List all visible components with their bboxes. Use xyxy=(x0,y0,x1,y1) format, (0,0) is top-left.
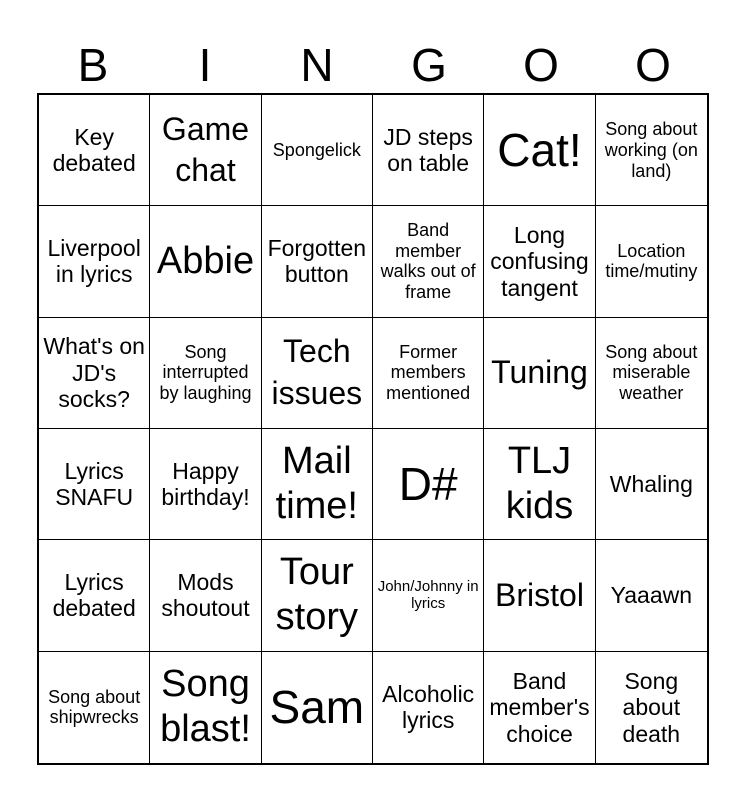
bingo-cell[interactable]: D# xyxy=(373,429,484,540)
bingo-cell[interactable]: Sam xyxy=(262,652,373,763)
bingo-cell[interactable]: Song blast! xyxy=(150,652,261,763)
bingo-cell[interactable]: Former members mentioned xyxy=(373,318,484,429)
bingo-cell[interactable]: Spongelick xyxy=(262,95,373,206)
bingo-cell[interactable]: Alcoholic lyrics xyxy=(373,652,484,763)
bingo-cell[interactable]: Whaling xyxy=(596,429,707,540)
bingo-cell[interactable]: Tech issues xyxy=(262,318,373,429)
bingo-cell[interactable]: Abbie xyxy=(150,206,261,317)
bingo-cell[interactable]: Tuning xyxy=(484,318,595,429)
bingo-board xyxy=(37,93,709,765)
bingo-cell[interactable]: Band member walks out of frame xyxy=(373,206,484,317)
bingo-cell[interactable]: Forgotten button xyxy=(262,206,373,317)
header-letter-o-2: O xyxy=(635,39,671,91)
bingo-cell[interactable]: Location time/mutiny xyxy=(596,206,707,317)
bingo-cell[interactable]: Long confusing tangent xyxy=(484,206,595,317)
bingo-cell[interactable]: Song about working (on land) xyxy=(596,95,707,206)
bingo-cell[interactable]: John/Johnny in lyrics xyxy=(373,540,484,651)
bingo-cell[interactable]: Tour story xyxy=(262,540,373,651)
bingo-cell[interactable]: Mail time! xyxy=(262,429,373,540)
bingo-header xyxy=(37,36,709,94)
header-letter-g: G xyxy=(411,39,447,91)
bingo-cell[interactable]: Key debated xyxy=(39,95,150,206)
bingo-cell[interactable]: Lyrics SNAFU xyxy=(39,429,150,540)
bingo-cell[interactable]: Cat! xyxy=(484,95,595,206)
header-letter-o: O xyxy=(523,39,559,91)
bingo-cell[interactable]: TLJ kids xyxy=(484,429,595,540)
bingo-cell[interactable]: Game chat xyxy=(150,95,261,206)
bingo-cell[interactable]: Liverpool in lyrics xyxy=(39,206,150,317)
bingo-cell[interactable]: Mods shoutout xyxy=(150,540,261,651)
bingo-cell[interactable]: Band member's choice xyxy=(484,652,595,763)
bingo-cell[interactable]: Happy birthday! xyxy=(150,429,261,540)
bingo-cell[interactable]: Song interrupted by laughing xyxy=(150,318,261,429)
bingo-cell[interactable]: Lyrics debated xyxy=(39,540,150,651)
bingo-cell[interactable]: Song about shipwrecks xyxy=(39,652,150,763)
header-letter-b: B xyxy=(77,39,109,91)
bingo-cell[interactable]: Yaaawn xyxy=(596,540,707,651)
bingo-cell[interactable]: JD steps on table xyxy=(373,95,484,206)
header-letter-n: N xyxy=(300,39,334,91)
bingo-cell[interactable]: Bristol xyxy=(484,540,595,651)
bingo-cell[interactable]: Song about miserable weather xyxy=(596,318,707,429)
header-letter-i: I xyxy=(198,39,212,91)
bingo-cell[interactable]: What's on JD's socks? xyxy=(39,318,150,429)
bingo-cell[interactable]: Song about death xyxy=(622,667,681,747)
